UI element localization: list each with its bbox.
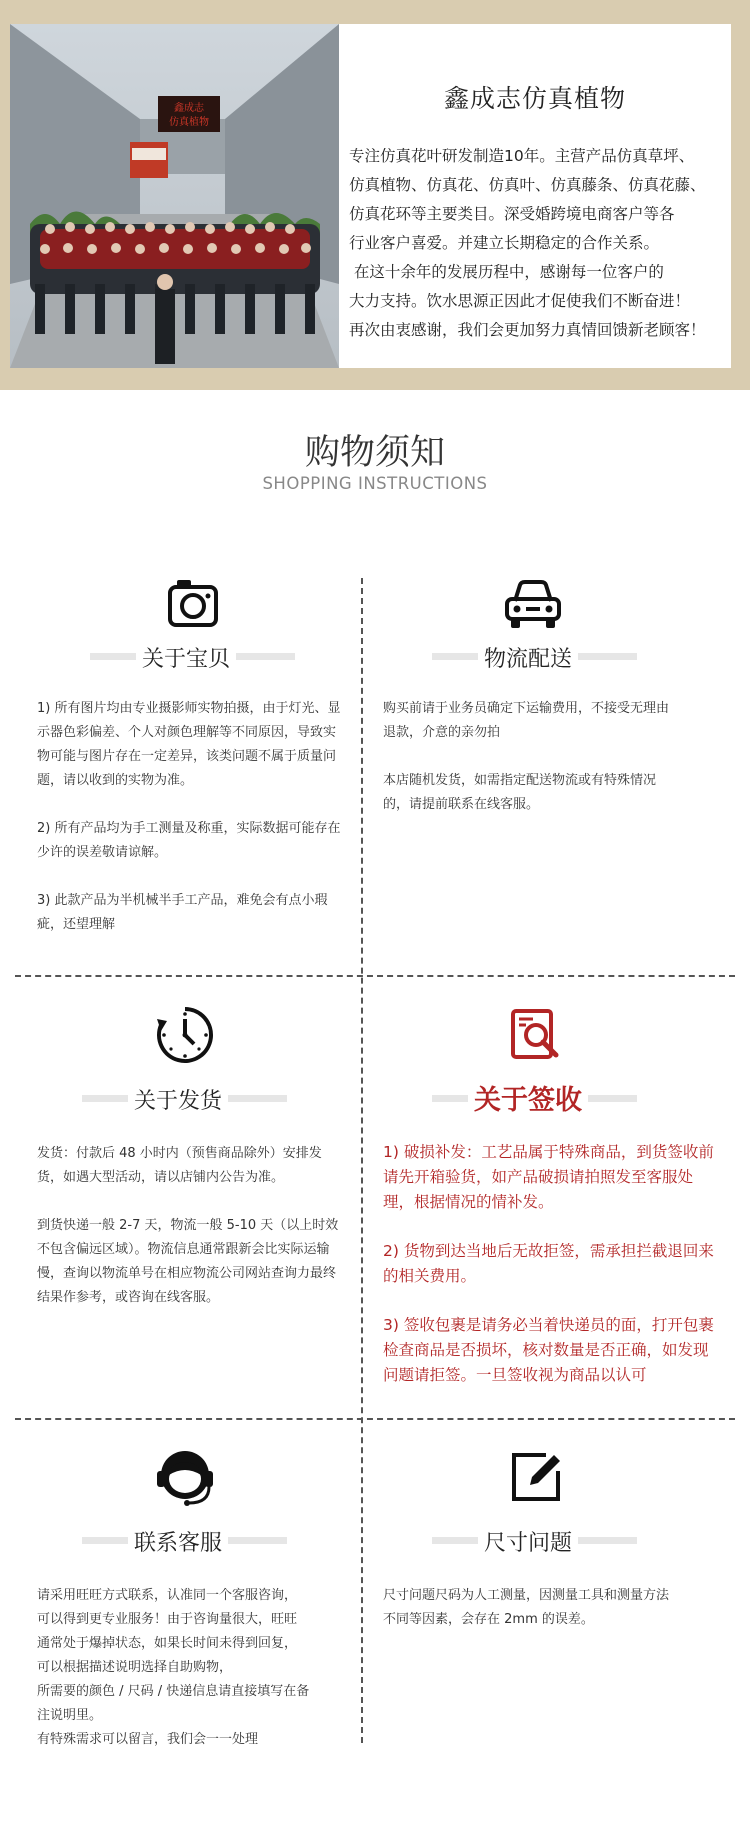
paragraph: 尺寸问题尺码为人工测量，因测量工具和测量方法不同等因素，会存在 2mm 的误差。 [383,1588,670,1627]
factory-sign: 鑫成志 [174,103,204,114]
paragraph: 本店随机发货，如需指定配送物流或有特殊情况的，请提前联系在线客服。 [383,773,657,812]
text-line: 可以根据描述说明选择自助购物， [37,1660,233,1675]
heading-logistics: 物流配送 [478,642,578,673]
intro-line: 大力支持。饮水思源正因此才促使我们不断奋进！ [349,292,691,310]
intro-line: 再次由衷感谢，我们会更加努力真情回馈新老顾客！ [349,321,706,339]
intro-line: 行业客户喜爱。并建立长期稳定的合作关系。 [349,234,660,252]
heading-shipping: 关于发货 [128,1084,228,1115]
heading-about-product: 关于宝贝 [136,642,236,673]
text-line: 注说明里。 [37,1708,103,1723]
paragraph: 2) 所有产品均为手工测量及称重，实际数据可能存在少许的误差敬请谅解。 [37,821,341,860]
section-subtitle: SHOPPING INSTRUCTIONS [262,474,488,493]
heading-size: 尺寸问题 [478,1526,578,1557]
paragraph: 购买前请于业务员确定下运输费用，不接受无理由退款，介意的亲勿拍 [383,701,670,740]
intro-line: 仿真花环等主要类目。深受婚跨境电商客户等各 [349,205,675,223]
text-line: 有特殊需求可以留言，我们会一一处理 [37,1732,259,1747]
headset-icon [155,1447,215,1507]
logistics-text [383,697,673,841]
vertical-divider [361,578,363,1743]
paragraph: 发货：付款后 48 小时内（预售商品除外）安排发货，如遇大型活动，请以店铺内公告为准。 [37,1146,322,1185]
car-icon [503,575,563,635]
customer-service-text [37,1584,357,1752]
text-line: 可以得到更专业服务！由于咨询量很大，旺旺 [37,1612,298,1627]
brand-intro-panel [339,24,731,368]
brand-title: 鑫成志仿真植物 [443,84,626,113]
intro-line: 在这十余年的发展历程中，感谢每一位客户的 [349,263,664,281]
brand-banner [0,0,750,390]
inspect-package-icon [506,1005,566,1065]
about-product-text [37,697,347,961]
paragraph: 3) 签收包裹是请务必当着快递员的面，打开包裹检查商品是否损坏，核对数量是否正确，如发现问题请拒签。一旦签收视为商品以认可 [383,1316,714,1384]
receipt-text [383,1140,723,1412]
factory-team-photo [10,24,339,368]
paragraph: 2) 货物到达当地后无故拒签，需承担拦截退回来的相关费用。 [383,1242,714,1285]
clock-icon [155,1005,215,1065]
horizontal-divider [15,975,735,977]
brand-intro-text [349,142,729,345]
text-line: 通常处于爆掉状态，如果长时间未得到回复， [37,1636,298,1651]
horizontal-divider [15,1418,735,1420]
text-line: 所需要的颜色 / 尺码 / 快递信息请直接填写在备 [37,1684,310,1699]
shipping-text [37,1142,342,1334]
intro-line: 仿真植物、仿真花、仿真叶、仿真藤条、仿真花藤、 [349,176,706,194]
paragraph: 1) 破损补发：工艺品属于特殊商品，到货签收前请先开箱验货，如产品破损请拍照发至客服处理，根据情况的情补发。 [383,1143,714,1211]
size-text [383,1584,673,1656]
paragraph: 到货快递一般 2-7 天，物流一般 5-10 天（以上时效不包含偏远区域）。物流信息通常跟新会比实际运输慢，查询以物流单号在相应物流公司网站查询力最终结果作参考，或咨询在线客服。 [37,1218,339,1305]
paragraph: 1) 所有图片均由专业摄影师实物拍摄，由于灯光、显示器色彩偏差、个人对颜色理解等不同原因，导致实物可能与图片存在一定差异，该类问题不属于质量问题，请以收到的实物为准。 [37,701,341,788]
edit-icon [506,1447,566,1507]
heading-customer-service: 联系客服 [128,1526,228,1557]
heading-receipt: 关于签收 [468,1078,588,1117]
camera-icon [163,575,223,635]
intro-line: 专注仿真花叶研发制造10年。主营产品仿真草坪、 [349,147,695,165]
section-title: 购物须知 [304,433,445,473]
text-line: 请采用旺旺方式联系，认准同一个客服咨询， [37,1588,298,1603]
svg-text:仿真植物: 仿真植物 [169,117,209,128]
paragraph: 3) 此款产品为半机械半手工产品，难免会有点小瑕疵，还望理解 [37,893,328,932]
